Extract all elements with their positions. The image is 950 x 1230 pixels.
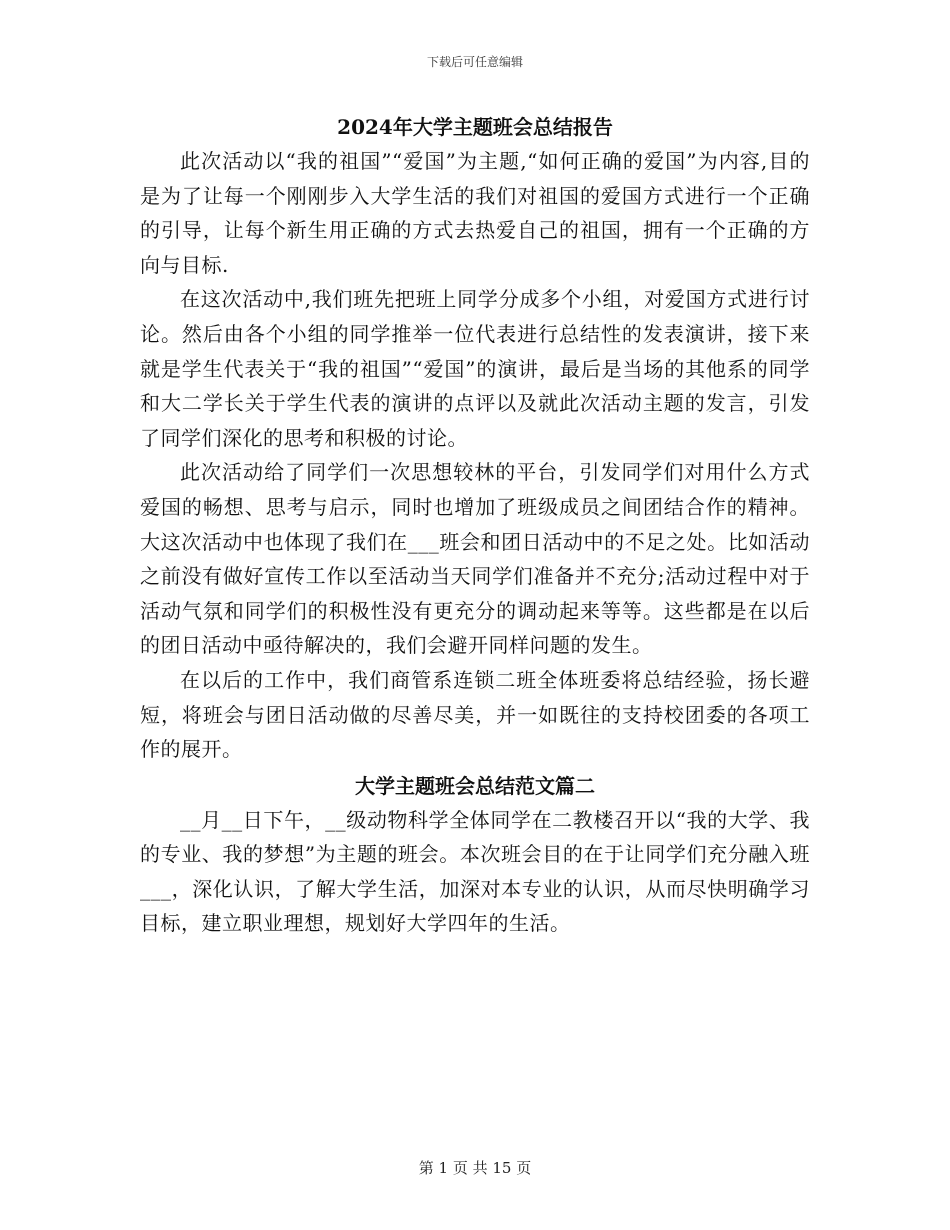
page-footer: 第 1 页 共 15 页 xyxy=(418,1159,532,1177)
section-2-title: 大学主题班会总结范文篇二 xyxy=(355,773,595,798)
paragraph-1: 此次活动以“我的祖国”“爱国”为主题,“如何正确的爱国”为内容,目的是为了让每一个刚刚步入大学生活的我们对祖国的爱国方式进行一个正确的引导，让每个新生用正确的方式去热爱自己的祖国，拥有一个正确的方向与目标. xyxy=(140,149,810,277)
paragraph-3: 此次活动给了同学们一次思想较林的平台，引发同学们对用什么方式爱国的畅想、思考与启示，同时也增加了班级成员之间团结合作的精神。大这次活动中也体现了我们在___班会和团日活动中的不足之处。比如活动之前没有做好宣传工作以至活动当天同学们准备并不充分;活动过程中对于活动气氛和同学们的积极性没有更充分的调动起来等等。这些都是在以后的团日活动中亟待解决的，我们会避开同样问题的发生。 xyxy=(140,460,810,658)
document-title: 2024年大学主题班会总结报告 xyxy=(337,115,613,139)
section-2-paragraph-1: __月__日下午，__级动物科学全体同学在二教楼召开以“我的大学、我的专业、我的梦想”为主题的班会。本次班会目的在于让同学们充分融入班___，深化认识，了解大学生活，加深对本专业的认识，从而尽快明确学习目标，建立职业理想，规划好大学四年的生活。 xyxy=(140,807,810,936)
document-body xyxy=(140,110,810,941)
paragraph-2: 在这次活动中,我们班先把班上同学分成多个小组，对爱国方式进行讨论。然后由各个小组的同学推举一位代表进行总结性的发表演讲，接下来就是学生代表关于“我的祖国”“爱国”的演讲，最后是当场的其他系的同学和大二学长关于学生代表的演讲的点评以及就此次活动主题的发言，引发了同学们深化的思考和积极的讨论。 xyxy=(140,287,810,450)
paragraph-4: 在以后的工作中，我们商管系连锁二班全体班委将总结经验，扬长避短，将班会与团日活动做的尽善尽美，并一如既往的支持校团委的各项工作的展开。 xyxy=(140,667,810,762)
header-note: 下载后可任意编辑 xyxy=(426,55,523,69)
